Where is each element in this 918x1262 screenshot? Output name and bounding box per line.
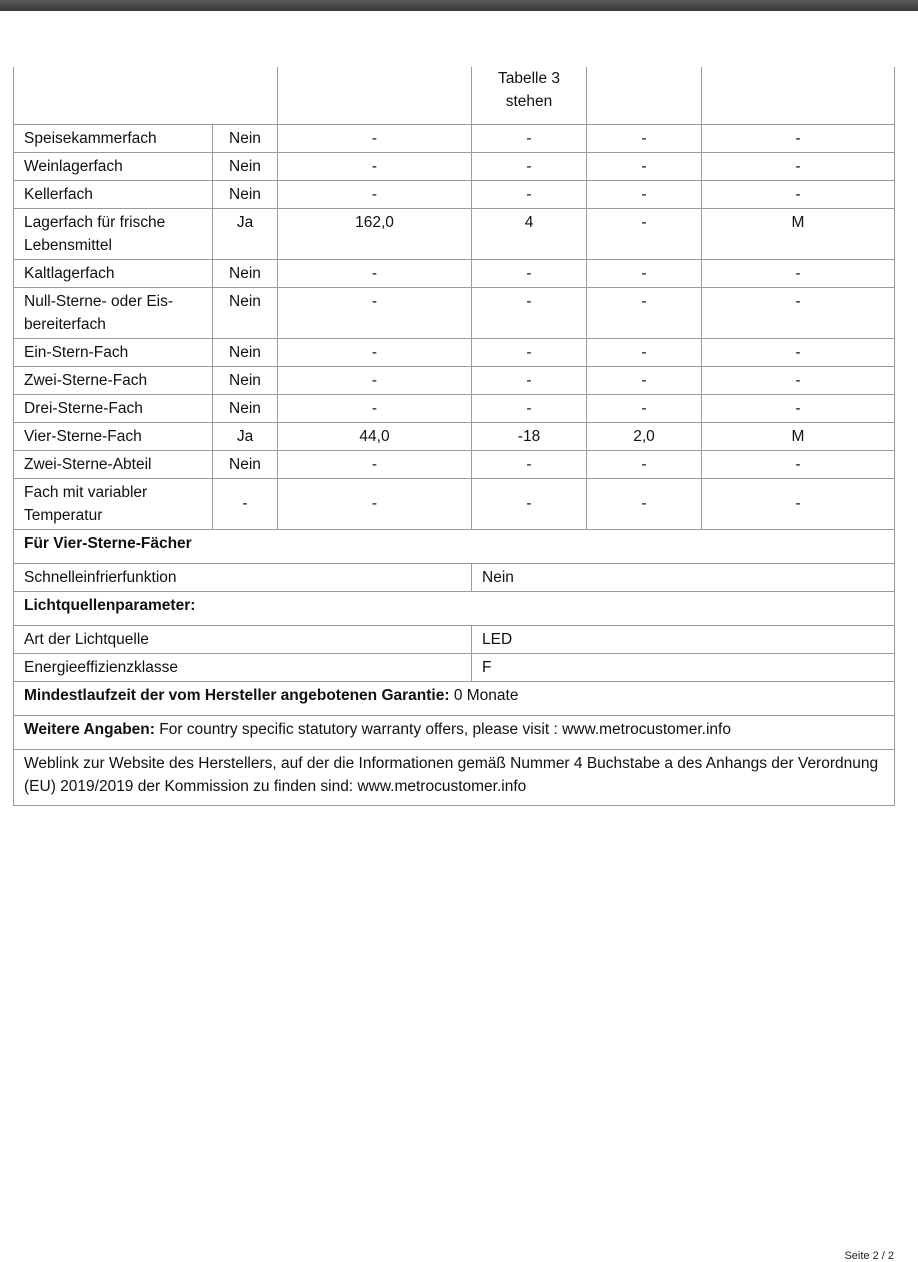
compartment-temperature: -	[472, 338, 587, 366]
light-type-label: Art der Lichtquelle	[14, 625, 472, 653]
warranty-cell	[14, 681, 895, 715]
compartment-row	[14, 124, 895, 152]
warranty-label: Mindestlaufzeit der vom Hersteller angebotenen Garantie:	[24, 686, 450, 704]
further-info-label: Weitere Angaben:	[24, 720, 155, 738]
compartment-row	[14, 180, 895, 208]
compartment-row	[14, 478, 895, 529]
compartment-present: Ja	[213, 422, 278, 450]
compartment-volume: 162,0	[278, 208, 472, 259]
compartment-row	[14, 287, 895, 338]
compartment-volume: -	[278, 259, 472, 287]
compartment-volume: -	[278, 478, 472, 529]
info-row	[14, 529, 895, 563]
compartment-volume: -	[278, 450, 472, 478]
further-info-value: For country specific statutory warranty offers, please visit : www.metrocustomer.info	[159, 720, 731, 738]
compartment-temperature: -	[472, 259, 587, 287]
warranty-value: 0 Monate	[453, 686, 519, 704]
compartment-present: Nein	[213, 180, 278, 208]
compartment-climate-class: -	[702, 394, 895, 422]
compartment-present: Nein	[213, 124, 278, 152]
compartment-row	[14, 208, 895, 259]
compartment-volume: -	[278, 394, 472, 422]
compartment-freezing-capacity: -	[587, 366, 702, 394]
weblink-cell	[14, 749, 895, 805]
light-class-label: Energieeffizienzklasse	[14, 653, 472, 681]
compartment-freezing-capacity: -	[587, 478, 702, 529]
compartment-climate-class: -	[702, 180, 895, 208]
compartment-climate-class: -	[702, 338, 895, 366]
compartment-name: Speisekammerfach	[14, 124, 213, 152]
header-text-line2: stehen	[505, 93, 553, 110]
compartment-temperature: -	[472, 366, 587, 394]
info-row	[14, 653, 895, 681]
compartment-name: Null-Sterne- oder Eis-bereiterfach	[14, 287, 213, 338]
compartment-row	[14, 152, 895, 180]
info-row	[14, 749, 895, 805]
compartment-name: Drei-Sterne-Fach	[14, 394, 213, 422]
compartment-volume: -	[278, 152, 472, 180]
compartment-climate-class: M	[702, 208, 895, 259]
compartment-name: Zwei-Sterne-Fach	[14, 366, 213, 394]
table-header-continuation	[14, 67, 895, 124]
compartment-row	[14, 394, 895, 422]
compartment-temperature: -18	[472, 422, 587, 450]
page-number: Seite 2 / 2	[844, 1250, 894, 1262]
compartment-row	[14, 366, 895, 394]
compartment-name: Lagerfach für frische Lebensmittel	[14, 208, 213, 259]
compartment-present: Nein	[213, 450, 278, 478]
compartment-present: -	[213, 478, 278, 529]
compartment-temperature: -	[472, 124, 587, 152]
further-info-cell	[14, 715, 895, 749]
compartment-climate-class: -	[702, 259, 895, 287]
compartment-climate-class: M	[702, 422, 895, 450]
compartment-present: Nein	[213, 259, 278, 287]
compartment-temperature: 4	[472, 208, 587, 259]
fast-freeze-value: Nein	[472, 563, 895, 591]
compartment-name: Weinlagerfach	[14, 152, 213, 180]
compartment-name: Vier-Sterne-Fach	[14, 422, 213, 450]
document-page	[0, 11, 918, 1262]
light-type-value: LED	[472, 625, 895, 653]
compartment-volume: -	[278, 338, 472, 366]
header-cell-empty	[587, 67, 702, 124]
compartment-climate-class: -	[702, 152, 895, 180]
header-cell-empty	[702, 67, 895, 124]
compartment-climate-class: -	[702, 478, 895, 529]
compartment-climate-class: -	[702, 366, 895, 394]
compartment-row	[14, 422, 895, 450]
compartment-present: Nein	[213, 394, 278, 422]
compartment-volume: -	[278, 366, 472, 394]
header-cell-empty	[14, 67, 278, 124]
compartment-freezing-capacity: -	[587, 124, 702, 152]
compartment-volume: 44,0	[278, 422, 472, 450]
compartment-temperature: -	[472, 180, 587, 208]
info-row	[14, 715, 895, 749]
four-star-heading: Für Vier-Sterne-Fächer	[14, 529, 895, 563]
weblink-url[interactable]: www.metrocustomer.info	[357, 777, 527, 795]
compartment-name: Kaltlagerfach	[14, 259, 213, 287]
compartment-row	[14, 338, 895, 366]
compartment-name: Zwei-Sterne-Abteil	[14, 450, 213, 478]
compartment-freezing-capacity: -	[587, 208, 702, 259]
compartment-name: Fach mit variabler Temperatur	[14, 478, 213, 529]
compartment-volume: -	[278, 180, 472, 208]
compartment-freezing-capacity: -	[587, 259, 702, 287]
compartment-freezing-capacity: -	[587, 180, 702, 208]
compartment-freezing-capacity: -	[587, 338, 702, 366]
compartment-row	[14, 259, 895, 287]
compartment-row	[14, 450, 895, 478]
compartment-temperature: -	[472, 394, 587, 422]
compartment-temperature: -	[472, 450, 587, 478]
light-class-value: F	[472, 653, 895, 681]
compartment-climate-class: -	[702, 124, 895, 152]
info-row	[14, 591, 895, 625]
compartment-present: Nein	[213, 338, 278, 366]
info-row	[14, 563, 895, 591]
info-row	[14, 625, 895, 653]
compartment-present: Nein	[213, 152, 278, 180]
compartment-temperature: -	[472, 287, 587, 338]
fast-freeze-label: Schnelleinfrierfunktion	[14, 563, 472, 591]
compartment-freezing-capacity: -	[587, 152, 702, 180]
weblink-text: Weblink zur Website des Herstellers, auf der die Informationen gemäß Nummer 4 Buchstabe a des Anhangs der Verordnung (EU) 2019/2019 der Kommission zu finden sind:	[24, 754, 879, 795]
header-text-line1: Tabelle 3	[497, 70, 561, 87]
compartment-present: Ja	[213, 208, 278, 259]
header-cell-tabelle	[472, 67, 587, 124]
light-heading: Lichtquellenparameter:	[14, 591, 895, 625]
compartment-freezing-capacity: -	[587, 287, 702, 338]
info-row	[14, 681, 895, 715]
header-cell-empty	[278, 67, 472, 124]
compartment-name: Kellerfach	[14, 180, 213, 208]
compartment-climate-class: -	[702, 450, 895, 478]
compartment-freezing-capacity: -	[587, 394, 702, 422]
compartment-volume: -	[278, 287, 472, 338]
compartment-present: Nein	[213, 287, 278, 338]
compartment-freezing-capacity: 2,0	[587, 422, 702, 450]
product-info-table	[13, 67, 895, 806]
compartment-climate-class: -	[702, 287, 895, 338]
compartment-present: Nein	[213, 366, 278, 394]
compartment-freezing-capacity: -	[587, 450, 702, 478]
compartment-name: Ein-Stern-Fach	[14, 338, 213, 366]
compartment-temperature: -	[472, 478, 587, 529]
compartment-volume: -	[278, 124, 472, 152]
compartment-temperature: -	[472, 152, 587, 180]
